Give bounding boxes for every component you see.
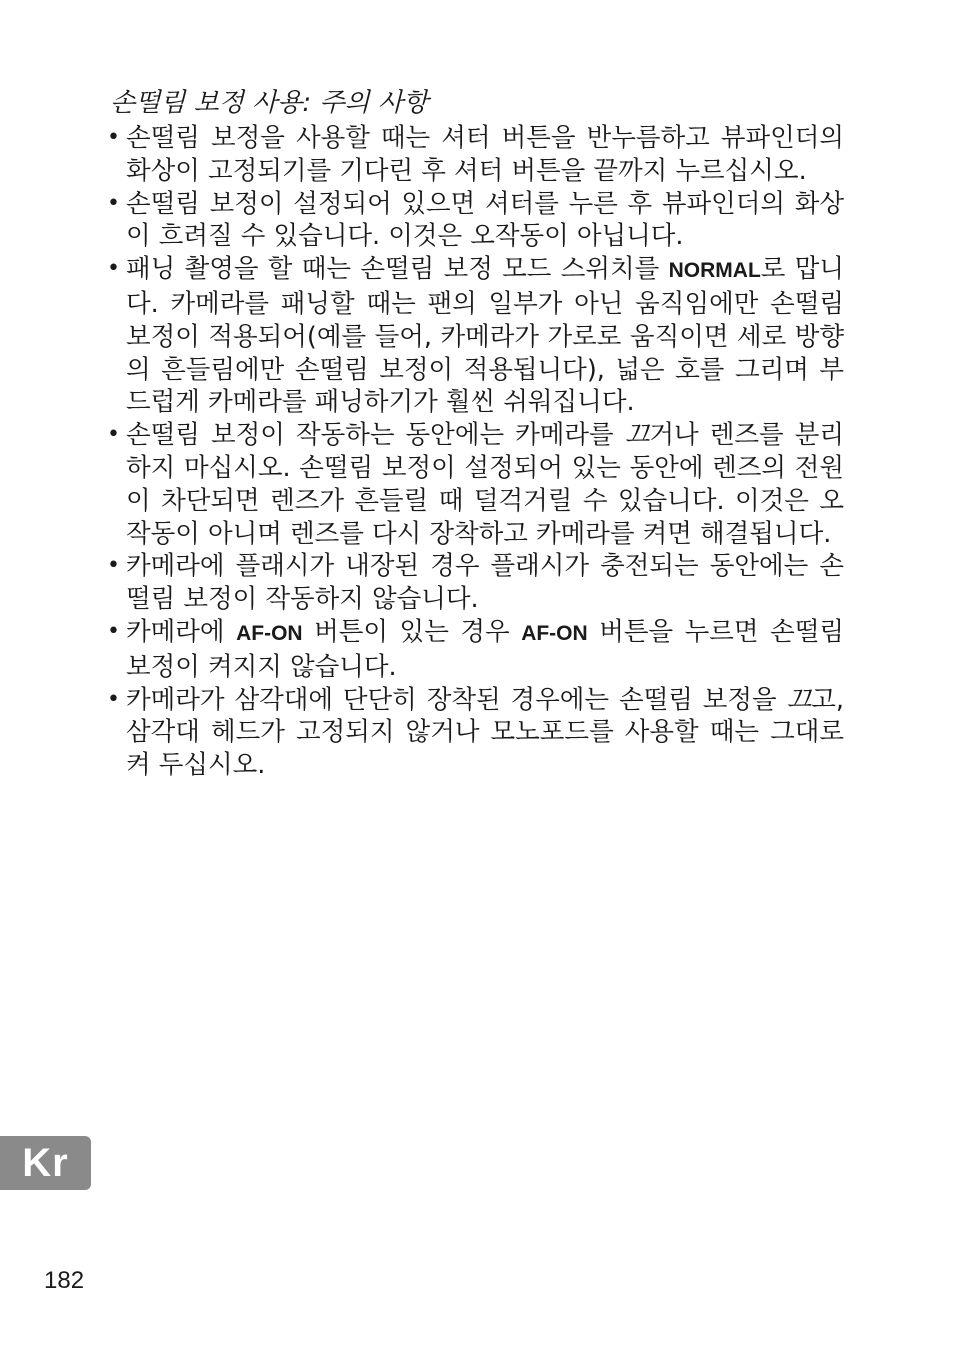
list-item-text: 패닝 촬영을 할 때는 손떨림 보정 모드 스위치를 (126, 254, 669, 285)
bullet-icon: • (107, 190, 120, 216)
caution-list (104, 122, 844, 782)
list-item (104, 122, 844, 188)
language-tab: Kr (0, 1136, 91, 1190)
list-item (104, 550, 844, 616)
list-item-text: 고, 삼각대 헤드가 고정되지 않거나 모노포드를 사용할 때는 그대로 켜 두십시오. (126, 684, 844, 781)
af-on-button-label: AF-ON (236, 621, 303, 645)
list-item (104, 684, 844, 782)
af-on-button-label: AF-ON (521, 621, 588, 645)
list-item-text: 손떨림 보정이 작동하는 동안에는 카메라를 (126, 420, 625, 451)
list-item-text: 카메라에 (126, 616, 237, 647)
bullet-icon: • (107, 125, 120, 150)
section-heading: 손떨림 보정 사용: 주의 사항 (110, 88, 429, 118)
list-item-text: 버튼을 누르면 손떨림 보정이 켜지지 않습니다. (126, 616, 845, 682)
list-item-text: 로 맙니다. 카메라를 패닝할 때는 팬의 일부가 아닌 움직임에만 손떨림 보정이 적용되어(예를 들어, 카메라가 가로로 움직이면 세로 방향의 흔들림에만 손떨림 보정이 적용됩니다), 넓은 호를 그리며 부드럽게 카메라를 패닝하기가 훨씬 쉬워집니다. (126, 254, 845, 418)
bullet-icon: • (107, 256, 120, 282)
list-item (104, 188, 844, 254)
bullet-icon: • (107, 618, 120, 644)
list-item-text: 카메라가 삼각대에 단단히 장착된 경우에는 손떨림 보정을 (126, 684, 787, 715)
emphasis-text: 끄 (624, 420, 650, 451)
list-item-text: 카메라에 플래시가 내장된 경우 플래시가 충전되는 동안에는 손떨림 보정이 작동하지 않습니다. (126, 551, 844, 615)
list-item-text: 버튼이 있는 경우 (302, 616, 522, 647)
list-item (104, 253, 844, 419)
mode-label-normal: NORMAL (668, 259, 761, 283)
list-item (104, 616, 844, 684)
list-item (104, 419, 844, 550)
list-item-text: 손떨림 보정이 설정되어 있으면 셔터를 누른 후 뷰파인더의 화상이 흐려질 수 있습니다. 이것은 오작동이 아닙니다. (126, 188, 844, 252)
list-item-text: 손떨림 보정을 사용할 때는 셔터 버튼을 반누름하고 뷰파인더의 화상이 고정되기를 기다린 후 셔터 버튼을 끝까지 누르십시오. (126, 123, 844, 186)
list-item-text: 거나 렌즈를 분리하지 마십시오. 손떨림 보정이 설정되어 있는 동안에 렌즈의 전원이 차단되면 렌즈가 흔들릴 때 덜걱거릴 수 있습니다. 이것은 오작동이 아니며 렌즈를 다시 장착하고 카메라를 켜면 해결됩니다. (126, 420, 844, 549)
bullet-icon: • (107, 422, 120, 448)
bullet-icon: • (107, 686, 120, 712)
page-number: 182 (44, 1267, 85, 1294)
emphasis-text: 끄 (786, 684, 812, 715)
bullet-icon: • (107, 553, 120, 579)
